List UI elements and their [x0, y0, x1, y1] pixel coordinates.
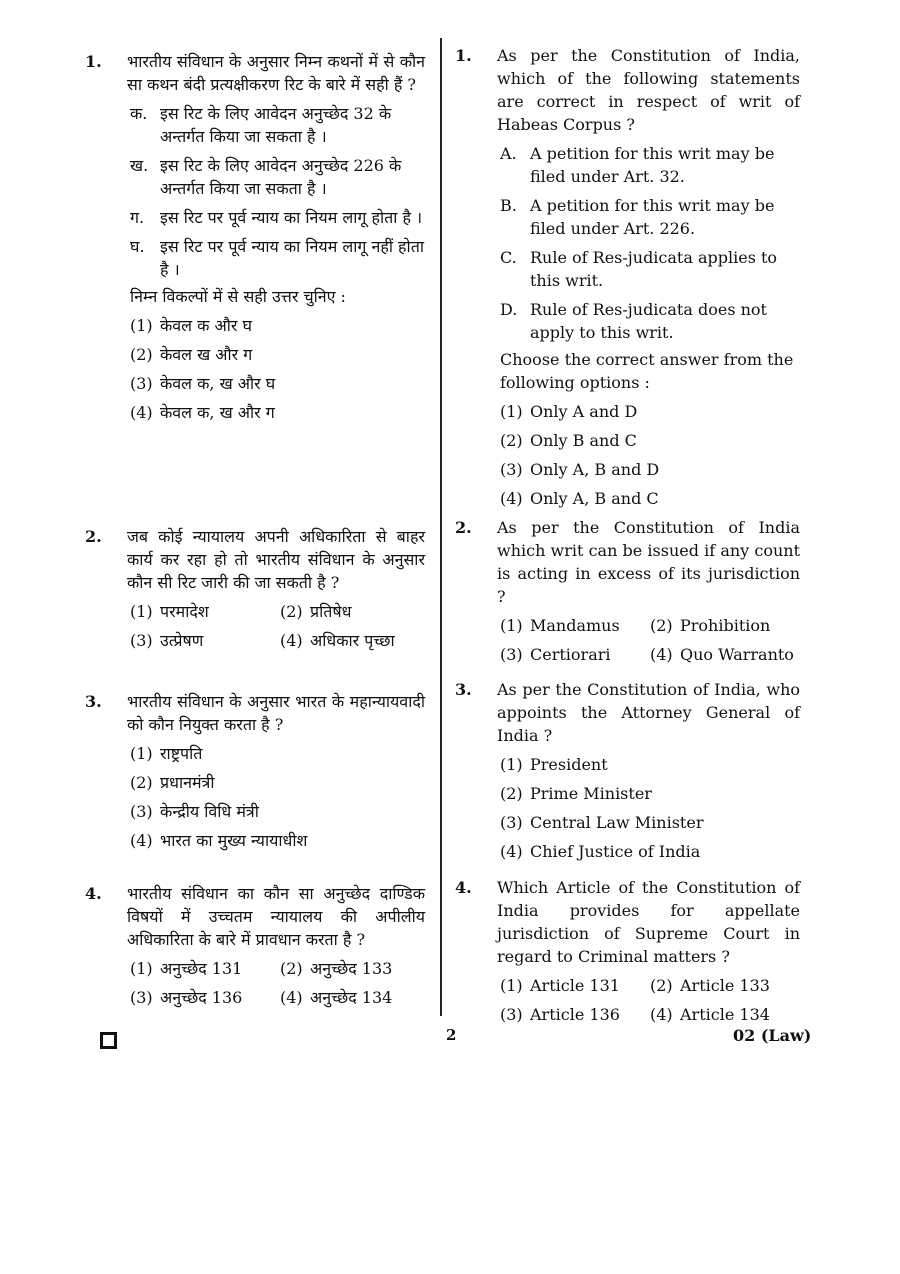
statement [500, 142, 800, 188]
question-stem: भारतीय संविधान के अनुसार भारत के महान्यायवादी को कौन नियुक्त करता है ? [127, 692, 425, 734]
statement-label: ग. [130, 208, 145, 227]
option-label: (1) [130, 744, 153, 763]
option-text: Article 134 [680, 1005, 770, 1024]
column-divider [440, 38, 442, 1016]
question-stem: Which Article of the Constitution of India provides for appellate jurisdiction of Supreme Court in regard to Criminal matters ? [497, 878, 800, 966]
option-label: (3) [500, 645, 523, 664]
option-label: (3) [500, 813, 523, 832]
option-label: (4) [130, 403, 153, 422]
option-text: प्रतिषेध [310, 602, 352, 621]
options-list [130, 742, 425, 852]
option-label: (3) [500, 460, 523, 479]
option[interactable] [130, 314, 425, 337]
option-text: Only B and C [530, 431, 637, 450]
option-text: परमादेश [160, 602, 209, 621]
statement-label: D. [500, 300, 518, 319]
option-text: Only A, B and D [530, 460, 660, 479]
statement-text: इस रिट के लिए आवेदन अनुच्छेद 32 के अन्तर्गत किया जा सकता है । [160, 104, 392, 146]
question-3-english [455, 678, 800, 869]
option[interactable] [650, 1003, 800, 1026]
option[interactable] [500, 487, 800, 510]
option-label: (1) [500, 976, 523, 995]
option-label: (2) [280, 959, 303, 978]
option[interactable] [500, 974, 650, 997]
statement-label: B. [500, 196, 517, 215]
options-grid [500, 974, 800, 1026]
option[interactable] [130, 343, 425, 366]
statement-label: C. [500, 248, 517, 267]
question-number: 2. [455, 518, 472, 537]
option[interactable] [280, 600, 430, 623]
option-label: (1) [130, 959, 153, 978]
statement-text: A petition for this writ may be filed under Art. 32. [530, 144, 775, 186]
option-text: Article 136 [530, 1005, 620, 1024]
statement-text: इस रिट के लिए आवेदन अनुच्छेद 226 के अन्तर्गत किया जा सकता है । [160, 156, 402, 198]
option[interactable] [130, 372, 425, 395]
option-text: प्रधानमंत्री [160, 773, 215, 792]
instruction: निम्न विकल्पों में से सही उत्तर चुनिए : [130, 287, 346, 306]
option[interactable] [650, 974, 800, 997]
option[interactable] [500, 782, 800, 805]
option[interactable] [130, 957, 280, 980]
statement [500, 194, 800, 240]
option-text: Article 133 [680, 976, 770, 995]
option-label: (2) [500, 784, 523, 803]
option-text: Only A and D [530, 402, 638, 421]
question-1-hindi [85, 50, 425, 430]
question-number: 4. [85, 884, 102, 903]
option-text: अधिकार पृच्छा [310, 631, 395, 650]
option[interactable] [280, 986, 430, 1009]
statement [500, 246, 800, 292]
option-label: (1) [130, 316, 153, 335]
option[interactable] [130, 986, 280, 1009]
question-number: 4. [455, 878, 472, 897]
statement-label: A. [500, 144, 517, 163]
option[interactable] [130, 800, 425, 823]
option-text: केवल क, ख और ग [160, 403, 275, 422]
option-text: Mandamus [530, 616, 620, 635]
option-label: (3) [130, 631, 153, 650]
option-text: अनुच्छेद 136 [160, 988, 243, 1007]
option-label: (2) [280, 602, 303, 621]
option-label: (4) [130, 831, 153, 850]
options-list [130, 314, 425, 424]
option-text: भारत का मुख्य न्यायाधीश [160, 831, 308, 850]
option-text: Prohibition [680, 616, 771, 635]
option-label: (2) [500, 431, 523, 450]
option-text: केवल क और घ [160, 316, 252, 335]
question-number: 1. [455, 46, 472, 65]
option[interactable] [130, 600, 280, 623]
option-label: (2) [130, 345, 153, 364]
option[interactable] [500, 400, 800, 423]
option-label: (4) [650, 645, 673, 664]
option[interactable] [500, 643, 650, 666]
option-text: Central Law Minister [530, 813, 704, 832]
options-grid [130, 957, 425, 1009]
option-label: (4) [280, 988, 303, 1007]
option-label: (3) [130, 988, 153, 1007]
option[interactable] [280, 629, 430, 652]
statement [130, 154, 425, 200]
option-label: (3) [500, 1005, 523, 1024]
option[interactable] [500, 1003, 650, 1026]
option-text: उत्प्रेषण [160, 631, 204, 650]
statement [500, 298, 800, 344]
option-text: केवल क, ख और घ [160, 374, 276, 393]
question-3-hindi [85, 690, 425, 858]
option[interactable] [130, 401, 425, 424]
question-2-english [455, 516, 800, 666]
option[interactable] [500, 753, 800, 776]
option-text: राष्ट्रपति [160, 744, 203, 763]
option[interactable] [500, 614, 650, 637]
question-stem: As per the Constitution of India which writ can be issued if any count is acting in excess of its jurisdiction ? [497, 518, 800, 606]
question-number: 3. [85, 692, 102, 711]
option-text: Prime Minister [530, 784, 652, 803]
statement-text: इस रिट पर पूर्व न्याय का नियम लागू होता है । [160, 208, 423, 227]
option-text: Only A, B and C [530, 489, 659, 508]
question-stem: As per the Constitution of India, who appoints the Attorney General of India ? [497, 680, 800, 745]
option-label: (1) [500, 616, 523, 635]
option[interactable] [500, 811, 800, 834]
option-label: (2) [650, 976, 673, 995]
question-number: 3. [455, 680, 472, 699]
option-label: (4) [280, 631, 303, 650]
option[interactable] [280, 957, 430, 980]
question-stem: As per the Constitution of India, which of the following statements are correct in respect of writ of Habeas Corpus ? [497, 46, 800, 134]
statement-text: इस रिट पर पूर्व न्याय का नियम लागू नहीं होता है । [160, 237, 424, 279]
question-stem: भारतीय संविधान का कौन सा अनुच्छेद दाण्डिक विषयों में उच्चतम न्यायालय की अपीलीय अधिकारिता के बारे में प्रावधान करता है ? [127, 884, 425, 949]
option-label: (2) [650, 616, 673, 635]
page-number: 2 [446, 1026, 457, 1044]
statement [130, 235, 425, 281]
option[interactable] [650, 643, 800, 666]
option-text: Article 131 [530, 976, 620, 995]
option-text: Certiorari [530, 645, 611, 664]
option[interactable] [500, 840, 800, 863]
question-stem: जब कोई न्यायालय अपनी अधिकारिता से बाहर कार्य कर रहा हो तो भारतीय संविधान के अनुसार कौन सी रिट जारी की जा सकती है ? [127, 527, 425, 592]
question-1-english [455, 44, 800, 516]
option-text: केवल ख और ग [160, 345, 253, 364]
statement [130, 206, 425, 229]
question-number: 2. [85, 527, 102, 546]
options-list [500, 753, 800, 863]
question-4-hindi [85, 882, 425, 1009]
option-text: अनुच्छेद 134 [310, 988, 393, 1007]
option[interactable] [130, 742, 425, 765]
statement-text: Rule of Res-judicata does not apply to this writ. [530, 300, 767, 342]
option-text: अनुच्छेद 131 [160, 959, 243, 978]
question-4-english [455, 876, 800, 1026]
option[interactable] [130, 829, 425, 852]
option-text: Quo Warranto [680, 645, 794, 664]
option-label: (1) [500, 755, 523, 774]
options-list [500, 400, 800, 510]
option[interactable] [130, 771, 425, 794]
options-grid [130, 600, 425, 652]
statement-text: Rule of Res-judicata applies to this writ. [530, 248, 778, 290]
question-stem: भारतीय संविधान के अनुसार निम्न कथनों में से कौन सा कथन बंदी प्रत्यक्षीकरण रिट के बारे में सही हैं ? [127, 52, 425, 94]
instruction: Choose the correct answer from the following options : [500, 350, 794, 392]
statement-text: A petition for this writ may be filed under Art. 226. [530, 196, 775, 238]
statement-label: घ. [130, 237, 145, 256]
statement-label: क. [130, 104, 148, 123]
option-label: (4) [500, 842, 523, 861]
option-text: President [530, 755, 608, 774]
option-label: (4) [500, 489, 523, 508]
option[interactable] [500, 458, 800, 481]
statement-label: ख. [130, 156, 149, 175]
options-grid [500, 614, 800, 666]
question-2-hindi [85, 525, 425, 652]
option[interactable] [500, 429, 800, 452]
option[interactable] [130, 629, 280, 652]
option-text: Chief Justice of India [530, 842, 701, 861]
option-text: केन्द्रीय विधि मंत्री [160, 802, 259, 821]
question-number: 1. [85, 52, 102, 71]
option-label: (2) [130, 773, 153, 792]
option[interactable] [650, 614, 800, 637]
option-label: (3) [130, 374, 153, 393]
option-label: (4) [650, 1005, 673, 1024]
option-text: अनुच्छेद 133 [310, 959, 393, 978]
option-label: (3) [130, 802, 153, 821]
square-marker-icon [100, 1032, 117, 1049]
option-label: (1) [130, 602, 153, 621]
paper-code: 02 (Law) [733, 1026, 812, 1045]
option-label: (1) [500, 402, 523, 421]
statement [130, 102, 425, 148]
